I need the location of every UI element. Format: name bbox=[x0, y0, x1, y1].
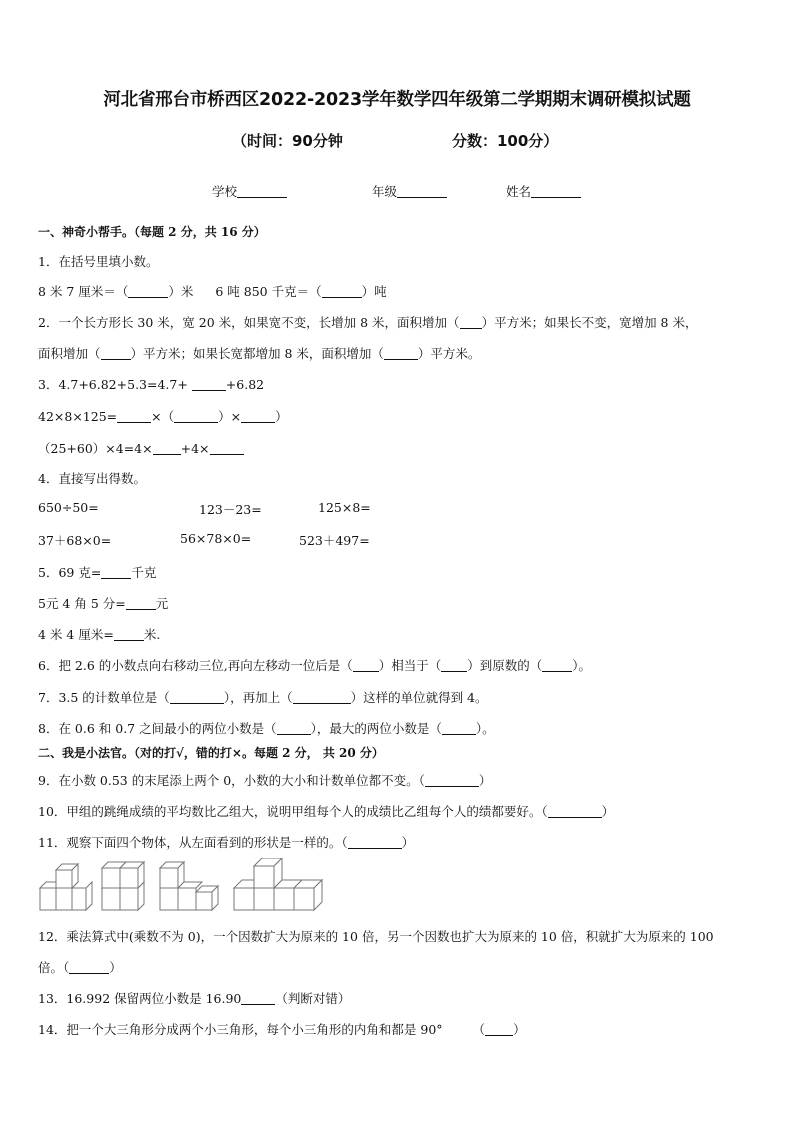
question-5-line-3: 4 米 4 厘米= 米. bbox=[38, 627, 161, 642]
question-9: 9．在小数 0.53 的末尾添上两个 0，小数的大小和计数单位都不变。（ ） bbox=[38, 773, 492, 788]
exam-time: （时间：90分钟 bbox=[232, 132, 343, 150]
q4-item: 37＋68×0= bbox=[38, 533, 112, 548]
answer-blank[interactable] bbox=[210, 442, 244, 455]
answer-blank[interactable] bbox=[425, 774, 479, 787]
answer-blank[interactable] bbox=[101, 347, 131, 360]
question-11: 11．观察下面四个物体，从左面看到的形状是一样的。（ ） bbox=[38, 835, 415, 850]
question-2-line-1: 2．一个长方形长 30 米，宽 20 米，如果宽不变，长增加 8 米，面积增加（ ）平方米；如果长不变，宽增加 8 米， bbox=[38, 315, 698, 330]
answer-blank[interactable] bbox=[277, 722, 311, 735]
question-3-line-3: （25+60）×4=4× +4× bbox=[38, 439, 244, 457]
q4-item: 123－23= bbox=[199, 502, 262, 517]
q4-item: 650÷50= bbox=[38, 500, 99, 515]
question-5-line-1: 5．69 克= 千克 bbox=[38, 565, 157, 580]
question-2-line-2: 面积增加（ ）平方米；如果长宽都增加 8 米，面积增加（ ）平方米。 bbox=[38, 346, 481, 361]
section-2-heading: 二、我是小法官。（对的打√，错的打×。每题 2 分， 共 20 分） bbox=[38, 746, 384, 760]
answer-blank[interactable] bbox=[170, 691, 224, 704]
answer-blank[interactable] bbox=[353, 659, 379, 672]
exam-score: 分数：100分） bbox=[452, 132, 559, 150]
answer-blank[interactable] bbox=[322, 285, 362, 298]
answer-blank[interactable] bbox=[69, 961, 109, 974]
question-13: 13．16.992 保留两位小数是 16.90 （判断对错） bbox=[38, 991, 351, 1006]
name-blank[interactable] bbox=[531, 185, 581, 198]
school-field[interactable] bbox=[212, 182, 287, 200]
answer-blank[interactable] bbox=[128, 285, 168, 298]
answer-blank[interactable] bbox=[114, 628, 144, 641]
question-3-line-1: 3．4.7+6.82+5.3=4.7+ +6.82 bbox=[38, 377, 265, 392]
question-4: 4．直接写出得数。 bbox=[38, 471, 146, 486]
answer-blank[interactable] bbox=[192, 378, 226, 391]
question-5-line-2: 5元 4 角 5 分= 元 bbox=[38, 596, 169, 611]
page-title: 河北省邢台市桥西区2022-2023学年数学四年级第二学期期末调研模拟试题 bbox=[103, 90, 691, 110]
question-1: 1．在括号里填小数。 bbox=[38, 254, 159, 269]
cube-object-2 bbox=[102, 862, 144, 910]
cube-object-1 bbox=[40, 864, 92, 910]
answer-blank[interactable] bbox=[348, 836, 402, 849]
question-6: 6．把 2.6 的小数点向右移动三位,再向左移动一位后是（ ）相当于（ ）到原数的（ ）。 bbox=[38, 658, 592, 673]
answer-blank[interactable] bbox=[174, 410, 218, 423]
question-3-line-2: 42×8×125= ×（ ）× ） bbox=[38, 409, 288, 424]
answer-blank[interactable] bbox=[241, 410, 275, 423]
answer-blank[interactable] bbox=[117, 410, 151, 423]
q4-item: 523＋497= bbox=[299, 533, 370, 548]
q4-item: 56×78×0= bbox=[180, 531, 252, 546]
school-label: 学校 bbox=[212, 184, 238, 199]
name-field[interactable] bbox=[506, 182, 581, 200]
cube-stacks-icon bbox=[38, 858, 328, 914]
answer-blank[interactable] bbox=[153, 442, 181, 455]
question-12-line-2: 倍。（ ） bbox=[38, 960, 122, 975]
school-blank[interactable] bbox=[237, 185, 287, 198]
cube-object-3 bbox=[160, 862, 218, 910]
grade-field[interactable] bbox=[372, 182, 447, 200]
answer-blank[interactable] bbox=[241, 992, 275, 1005]
name-label: 姓名 bbox=[506, 184, 532, 199]
question-12-line-1: 12．乘法算式中(乘数不为 0)，一个因数扩大为原来的 10 倍，另一个因数也扩大为原来的 10 倍，积就扩大为原来的 100 bbox=[38, 929, 714, 944]
answer-blank[interactable] bbox=[126, 597, 156, 610]
q4-item: 125×8= bbox=[318, 500, 371, 515]
question-1-items: 8 米 7 厘米＝（ ）米 6 吨 850 千克＝（ ）吨 bbox=[38, 284, 387, 299]
answer-blank[interactable] bbox=[542, 659, 572, 672]
grade-blank[interactable] bbox=[397, 185, 447, 198]
question-14: 14．把一个大三角形分成两个小三角形，每个小三角形的内角和都是 90° （ ） bbox=[38, 1022, 526, 1037]
cube-object-4 bbox=[234, 858, 322, 910]
answer-blank[interactable] bbox=[384, 347, 418, 360]
answer-blank[interactable] bbox=[548, 805, 602, 818]
answer-blank[interactable] bbox=[485, 1023, 513, 1036]
question-8: 8．在 0.6 和 0.7 之间最小的两位小数是（ ），最大的两位小数是（ ）。 bbox=[38, 721, 495, 736]
answer-blank[interactable] bbox=[460, 316, 482, 329]
grade-label: 年级 bbox=[372, 184, 398, 199]
question-10: 10．甲组的跳绳成绩的平均数比乙组大，说明甲组每个人的成绩比乙组每个人的绩都要好。（ ） bbox=[38, 804, 615, 819]
answer-blank[interactable] bbox=[101, 566, 131, 579]
answer-blank[interactable] bbox=[293, 691, 351, 704]
section-1-heading: 一、神奇小帮手。（每题 2 分，共 16 分） bbox=[38, 225, 266, 239]
answer-blank[interactable] bbox=[442, 722, 476, 735]
answer-blank[interactable] bbox=[441, 659, 467, 672]
question-7: 7．3.5 的计数单位是（ ），再加上（ ）这样的单位就得到 4。 bbox=[38, 690, 488, 705]
